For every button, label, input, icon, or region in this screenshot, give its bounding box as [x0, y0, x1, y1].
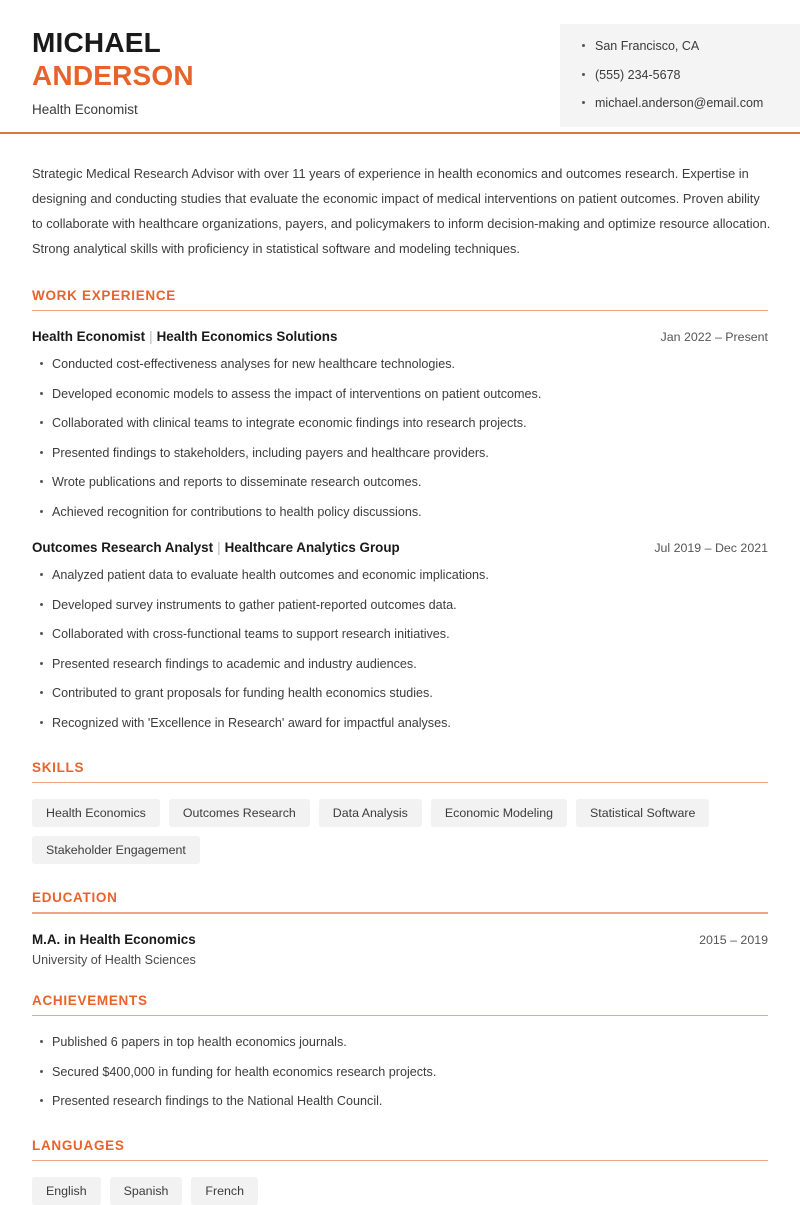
section-underline	[32, 912, 768, 914]
contact-info-box	[560, 24, 800, 127]
education-dates: 2015 – 2019	[699, 932, 768, 947]
education-institution: University of Health Sciences	[32, 952, 196, 967]
experience-bullet-list	[32, 355, 768, 522]
professional-summary: Strategic Medical Research Advisor with over 11 years of experience in health economics and outcomes research. Expertise in designing and conducting studies that evaluate the economic impact of medical interventions on patient outcomes. Proven ability to collaborate with healthcare organizations, payers, and policymakers to inform decision-making and optimize resource allocation. Strong analytical skills with proficiency in statistical software and modeling techniques.	[32, 166, 771, 256]
experience-dates: Jul 2019 – Dec 2021	[654, 541, 768, 556]
education-entry	[32, 932, 768, 967]
achievement-bullet: Published 6 papers in top health economics journals.	[32, 1033, 768, 1053]
section-underline	[32, 1015, 768, 1017]
contact-item-location: San Francisco, CA	[582, 38, 800, 56]
last-name: ANDERSON	[32, 60, 194, 92]
experience-bullet: Developed survey instruments to gather patient-reported outcomes data.	[32, 596, 768, 616]
professional-title: Health Economist	[32, 102, 138, 118]
skill-pill: Stakeholder Engagement	[32, 836, 200, 864]
experience-bullet: Contributed to grant proposals for funding health economics studies.	[32, 684, 768, 704]
experience-bullet: Conducted cost-effectiveness analyses for new healthcare technologies.	[32, 355, 768, 375]
experience-entry-header	[32, 329, 768, 344]
experience-entry	[32, 540, 768, 733]
experience-role: Outcomes Research Analyst	[32, 540, 214, 556]
section-title-languages: LANGUAGES	[32, 1137, 125, 1153]
education-entry-header	[32, 932, 768, 947]
experience-bullet: Analyzed patient data to evaluate health outcomes and economic implications.	[32, 566, 768, 586]
experience-bullet: Wrote publications and reports to disseminate research outcomes.	[32, 473, 768, 493]
section-skills	[32, 760, 768, 865]
achievements-bullet-list	[32, 1033, 768, 1112]
skill-pill: Statistical Software	[576, 799, 709, 827]
identity-block	[32, 26, 194, 117]
experience-bullet: Presented findings to stakeholders, including payers and healthcare providers.	[32, 444, 768, 464]
experience-bullet: Developed economic models to assess the impact of interventions on patient outcomes.	[32, 385, 768, 405]
section-title-education: EDUCATION	[32, 890, 118, 905]
experience-bullet: Achieved recognition for contributions to health policy discussions.	[32, 503, 768, 523]
experience-title-company	[32, 540, 400, 555]
experience-entry	[32, 329, 768, 522]
language-pill: French	[191, 1177, 258, 1205]
experience-title-company	[32, 329, 337, 344]
experience-role: Health Economist	[32, 329, 146, 345]
experience-entry-header	[32, 540, 768, 555]
experience-bullet: Presented research findings to academic and industry audiences.	[32, 655, 768, 675]
section-underline	[32, 310, 768, 312]
experience-bullet: Collaborated with cross-functional teams to support research initiatives.	[32, 625, 768, 645]
achievement-bullet: Presented research findings to the National Health Council.	[32, 1092, 768, 1112]
section-languages	[32, 1138, 768, 1205]
experience-company: Health Economics Solutions	[156, 329, 338, 345]
languages-pill-group	[32, 1177, 772, 1205]
header-divider	[0, 132, 800, 134]
resume-body	[0, 162, 800, 1205]
skill-pill: Economic Modeling	[431, 799, 567, 827]
achievement-bullet: Secured $400,000 in funding for health economics research projects.	[32, 1063, 768, 1083]
section-underline	[32, 1160, 768, 1162]
language-pill: Spanish	[110, 1177, 183, 1205]
section-title-achievements: ACHIEVEMENTS	[32, 992, 148, 1008]
skill-pill: Data Analysis	[319, 799, 422, 827]
language-pill: English	[32, 1177, 101, 1205]
section-title-work-experience: WORK EXPERIENCE	[32, 287, 177, 303]
skill-pill: Health Economics	[32, 799, 160, 827]
section-achievements	[32, 993, 768, 1112]
experience-company: Healthcare Analytics Group	[224, 540, 400, 556]
title-separator: |	[149, 329, 153, 345]
resume-header	[0, 0, 800, 133]
first-name: MICHAEL	[32, 27, 161, 58]
experience-bullet-list	[32, 566, 768, 733]
section-work-experience	[32, 288, 768, 734]
title-separator: |	[217, 540, 221, 556]
experience-bullet: Collaborated with clinical teams to integrate economic findings into research projects.	[32, 414, 768, 434]
contact-item-email: michael.anderson@email.com	[582, 95, 800, 113]
skill-pill: Outcomes Research	[169, 799, 310, 827]
contact-list	[582, 38, 800, 113]
section-title-skills: SKILLS	[32, 759, 85, 775]
skills-pill-group	[32, 799, 772, 864]
section-education	[32, 890, 768, 967]
education-degree: M.A. in Health Economics	[32, 931, 196, 947]
section-underline	[32, 782, 768, 784]
experience-bullet: Recognized with 'Excellence in Research' award for impactful analyses.	[32, 714, 768, 734]
contact-item-phone: (555) 234-5678	[582, 67, 800, 85]
experience-dates: Jan 2022 – Present	[660, 330, 768, 345]
